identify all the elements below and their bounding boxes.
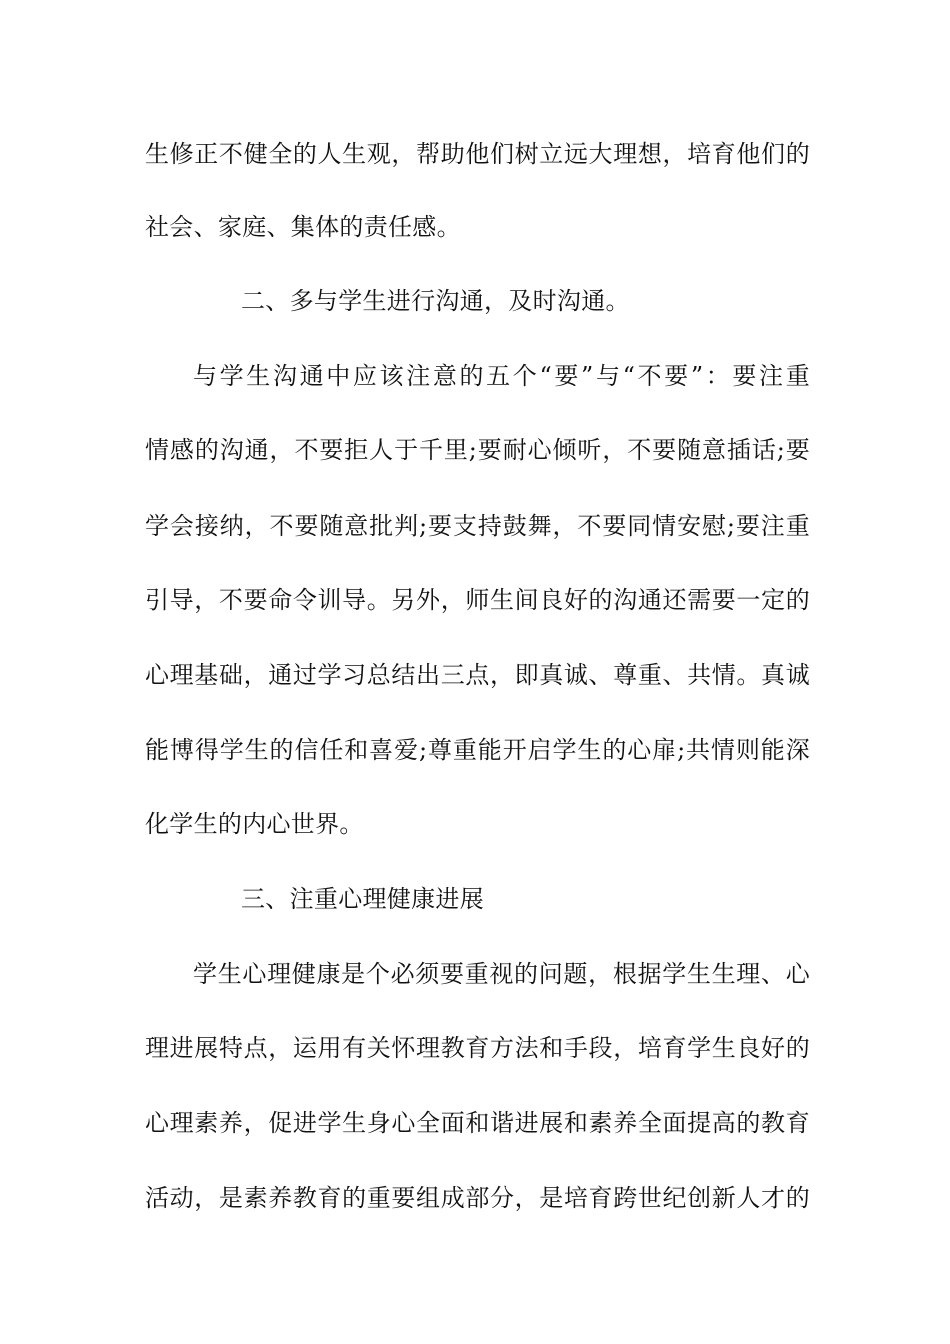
paragraph-line: 社会、家庭、集体的责任感。 — [145, 213, 461, 241]
section-heading: 二、多与学生进行沟通，及时沟通。 — [241, 287, 630, 315]
paragraph-line: 与学生沟通中应该注意的五个“要”与“不要”：要注重 — [193, 362, 810, 390]
paragraph-line: 心理基础，通过学习总结出三点，即真诚、尊重、共情。真诚 — [145, 661, 810, 689]
paragraph-line: 学会接纳，不要随意批判;要支持鼓舞，不要同情安慰;要注重 — [145, 512, 810, 540]
paragraph-line: 情感的沟通，不要拒人于千里;要耐心倾听，不要随意插话;要 — [145, 436, 810, 464]
paragraph-line: 活动，是素养教育的重要组成部分，是培育跨世纪创新人才的 — [145, 1184, 810, 1212]
paragraph-line: 学生心理健康是个必须要重视的问题，根据学生生理、心 — [193, 960, 810, 988]
paragraph-line: 心理素养，促进学生身心全面和谐进展和素养全面提高的教育 — [145, 1109, 810, 1137]
paragraph-line: 引导，不要命令训导。另外，师生间良好的沟通还需要一定的 — [145, 586, 810, 614]
paragraph-line: 生修正不健全的人生观，帮助他们树立远大理想，培育他们的 — [145, 140, 810, 168]
paragraph-line: 化学生的内心世界。 — [145, 810, 364, 838]
paragraph-line: 能博得学生的信任和喜爱;尊重能开启学生的心扉;共情则能深 — [145, 736, 810, 764]
section-heading: 三、注重心理健康进展 — [241, 885, 484, 913]
paragraph-line: 理进展特点，运用有关怀理教育方法和手段，培育学生良好的 — [145, 1034, 810, 1062]
